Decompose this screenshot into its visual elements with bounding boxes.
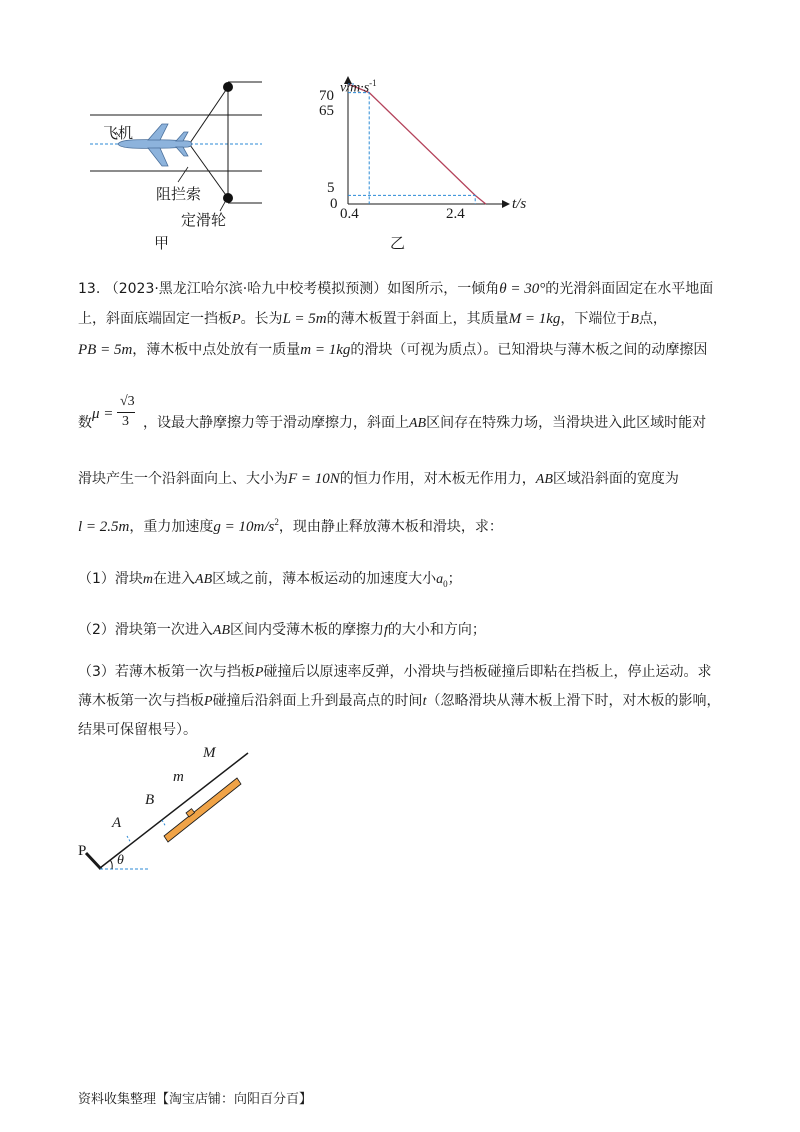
cable-label-leader <box>178 167 188 182</box>
footer-text: 资料收集整理【淘宝店铺：向阳百分百】 <box>78 1092 313 1107</box>
PB-value: PB = 5m <box>78 342 133 358</box>
plane-label: 飞机 <box>103 124 134 142</box>
incline-figure <box>70 740 270 890</box>
guide-line-1 <box>348 93 369 204</box>
y-tick-5: 5 <box>327 180 335 196</box>
label-B: B <box>145 792 155 808</box>
pulley-top <box>223 82 233 92</box>
pulley-label: 定滑轮 <box>181 211 227 229</box>
g-value: $g = 10m/s^2$ <box>213 517 279 535</box>
L-value: L = 5m <box>282 311 327 327</box>
problem-line-1: 13. （2023·黑龙江哈尔滨·哈九中校考模拟预测）如图所示，一倾角θ = 30°的光滑斜面固定在水平地面 <box>78 281 714 297</box>
y-tick-70: 70 <box>319 88 334 104</box>
l-value: l = 2.5m <box>78 519 130 535</box>
label-M: M <box>203 745 216 761</box>
problem-source: （2023·黑龙江哈尔滨·哈九中校考模拟预测） <box>104 281 388 297</box>
label-theta: θ <box>117 853 124 868</box>
x-tick-0.4: 0.4 <box>340 206 359 222</box>
problem-number: 13. <box>78 281 101 297</box>
question-3-line-2: 薄木板第一次与挡板P碰撞后沿斜面上升到最高点的时间t（忽略滑块从薄木板上滑下时，对木板的影响， <box>78 693 721 709</box>
problem-line-3: PB = 5m，薄木板中点处放有一质量m = 1kg的滑块（可视为质点）。已知滑块与薄木板之间的动摩擦因 <box>78 342 708 358</box>
mu-denominator: 3 <box>122 414 129 429</box>
origin-label: 0 <box>330 196 338 212</box>
problem-line-6: l = 2.5m，重力加速度$g = 10m/s^2$，现由静止释放薄木板和滑块，求： <box>78 517 503 535</box>
y-axis-label: $v/m\cdot s^{-1}$ <box>340 78 377 96</box>
guide-line-2 <box>348 195 475 204</box>
A-marker <box>127 836 131 843</box>
cable-label: 阻拦索 <box>156 185 202 203</box>
label-m: m <box>173 769 184 785</box>
F-value: F = 10N <box>288 471 340 487</box>
y-tick-65: 65 <box>319 103 334 119</box>
question-3-line-1: （3）若薄木板第一次与挡板P碰撞后以原速率反弹，小滑块与挡板碰撞后即粘在挡板上，停止运动。求 <box>78 664 712 680</box>
M-value: M = 1kg <box>508 311 561 327</box>
x-axis-label: t/s <box>512 196 527 212</box>
figure-yi-caption: 乙 <box>390 234 406 252</box>
mu-fraction-bar <box>117 412 135 413</box>
problem-line-5: 滑块产生一个沿斜面向上、大小为F = 10N的恒力作用，对木板无作用力，AB区域沿斜面的宽度为 <box>78 471 679 487</box>
velocity-curve <box>348 84 486 204</box>
mu-lhs: μ = <box>92 406 114 422</box>
theta-value: θ = 30° <box>499 281 546 297</box>
m-value: m = 1kg <box>300 342 351 358</box>
figure-jia-caption: 甲 <box>154 234 170 252</box>
problem-line-4-rest: ，设最大静摩擦力等于滑动摩擦力，斜面上AB区间存在特殊力场，当滑块进入此区域时能对 <box>143 415 707 431</box>
problem-line-4: 数 <box>78 415 92 431</box>
label-A: A <box>112 815 122 831</box>
label-P: P <box>78 843 87 859</box>
question-2: （2）滑块第一次进入AB区间内受薄木板的摩擦力f的大小和方向； <box>78 622 486 638</box>
question-1: （1）滑块m在进入AB区域之前，薄本板运动的加速度大小$a_0$； <box>78 571 462 589</box>
x-tick-2.4: 2.4 <box>446 206 465 222</box>
barrier-P <box>86 853 101 869</box>
question-3-line-3: 结果可保留根号）。 <box>78 722 197 738</box>
problem-line-2: 上，斜面底端固定一挡板P。长为L = 5m的薄木板置于斜面上，其质量M = 1kg，下端位于B点， <box>78 311 667 327</box>
mu-numerator: √3 <box>120 394 135 409</box>
x-axis-arrow <box>502 200 510 208</box>
theta-arc <box>110 860 112 869</box>
B-marker <box>162 820 166 827</box>
pulley-bottom <box>223 193 233 203</box>
